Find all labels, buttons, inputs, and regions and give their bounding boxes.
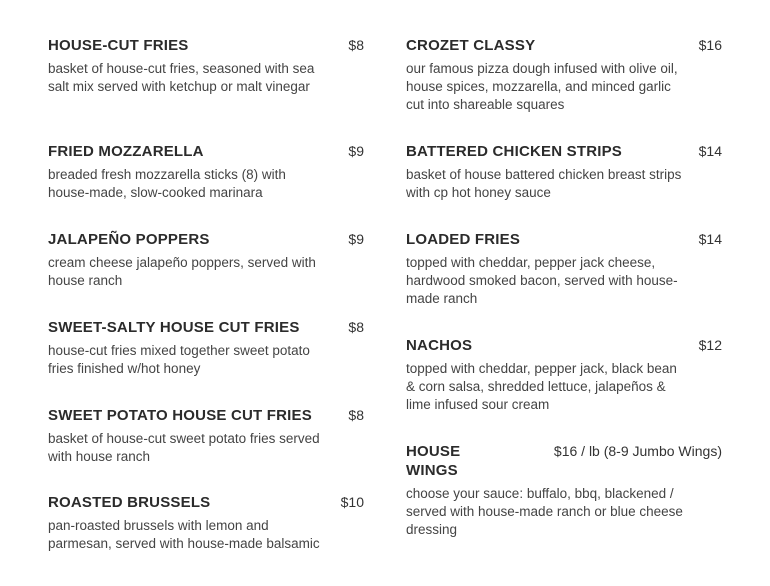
item-name: BATTERED CHICKEN STRIPS bbox=[406, 143, 622, 160]
item-description: our famous pizza dough infused with olive oil, house spices, mozzarella, and minced garlic cut into shareable squares bbox=[406, 61, 678, 113]
item-name: SWEET-SALTY HOUSE CUT FRIES bbox=[48, 319, 300, 336]
item-name: JALAPEÑO POPPERS bbox=[48, 231, 210, 248]
menu-item-header bbox=[406, 36, 722, 55]
item-name: FRIED MOZZARELLA bbox=[48, 143, 204, 160]
menu-item-header bbox=[406, 230, 722, 249]
menu-item bbox=[406, 442, 722, 540]
item-description: choose your sauce: buffalo, bbq, blackened / served with house-made ranch or blue cheese dressing bbox=[406, 486, 683, 538]
item-description: basket of house battered chicken breast strips with cp hot honey sauce bbox=[406, 167, 682, 201]
item-description: basket of house-cut sweet potato fries served with house ranch bbox=[48, 431, 320, 465]
menu-item-header bbox=[48, 36, 364, 55]
menu-item-header bbox=[48, 318, 364, 337]
menu-item bbox=[406, 336, 722, 415]
item-name: NACHOS bbox=[406, 337, 473, 354]
menu-item bbox=[48, 318, 364, 378]
menu-item-header bbox=[406, 442, 722, 480]
menu-item bbox=[406, 36, 722, 115]
menu-item-header bbox=[48, 493, 364, 512]
menu-item bbox=[406, 230, 722, 309]
item-description: cream cheese jalapeño poppers, served with house ranch bbox=[48, 255, 316, 289]
menu-item bbox=[406, 142, 722, 202]
menu-item-header bbox=[48, 406, 364, 425]
menu-item bbox=[48, 493, 364, 553]
item-price: $10 bbox=[340, 494, 364, 510]
item-price: $16 bbox=[698, 37, 722, 53]
item-name: HOUSE-CUT FRIES bbox=[48, 37, 189, 54]
item-price: $12 bbox=[698, 337, 722, 353]
menu-item bbox=[48, 142, 364, 202]
menu-item bbox=[48, 406, 364, 466]
item-name: HOUSE WINGS bbox=[406, 443, 461, 479]
item-description: topped with cheddar, pepper jack, black bean & corn salsa, shredded lettuce, jalapeños & lime infused sour cream bbox=[406, 361, 677, 413]
menu-item-header bbox=[48, 230, 364, 249]
item-price: $8 bbox=[348, 319, 364, 335]
item-description: topped with cheddar, pepper jack cheese, hardwood smoked bacon, served with house-made ranch bbox=[406, 255, 678, 307]
item-name: LOADED FRIES bbox=[406, 231, 521, 248]
item-name: ROASTED BRUSSELS bbox=[48, 494, 211, 511]
item-description: breaded fresh mozzarella sticks (8) with house-made, slow-cooked marinara bbox=[48, 167, 286, 201]
item-name: SWEET POTATO HOUSE CUT FRIES bbox=[48, 407, 312, 424]
menu-item-header bbox=[48, 142, 364, 161]
item-price: $14 bbox=[698, 143, 722, 159]
menu-item-header bbox=[406, 142, 722, 161]
item-description: basket of house-cut fries, seasoned with sea salt mix served with ketchup or malt vinegar bbox=[48, 61, 315, 95]
item-description: pan-roasted brussels with lemon and parmesan, served with house-made balsamic bbox=[48, 518, 320, 552]
item-price: $8 bbox=[348, 407, 364, 423]
menu-item bbox=[48, 36, 364, 96]
item-name: CROZET CLASSY bbox=[406, 37, 536, 54]
item-description: house-cut fries mixed together sweet potato fries finished w/hot honey bbox=[48, 343, 310, 377]
item-price: $9 bbox=[348, 143, 364, 159]
menu-item-header bbox=[406, 336, 722, 355]
item-price: $9 bbox=[348, 231, 364, 247]
item-price: $8 bbox=[348, 37, 364, 53]
item-price: $16 / lb (8-9 Jumbo Wings) bbox=[553, 443, 722, 459]
menu-item bbox=[48, 230, 364, 290]
item-price: $14 bbox=[698, 231, 722, 247]
